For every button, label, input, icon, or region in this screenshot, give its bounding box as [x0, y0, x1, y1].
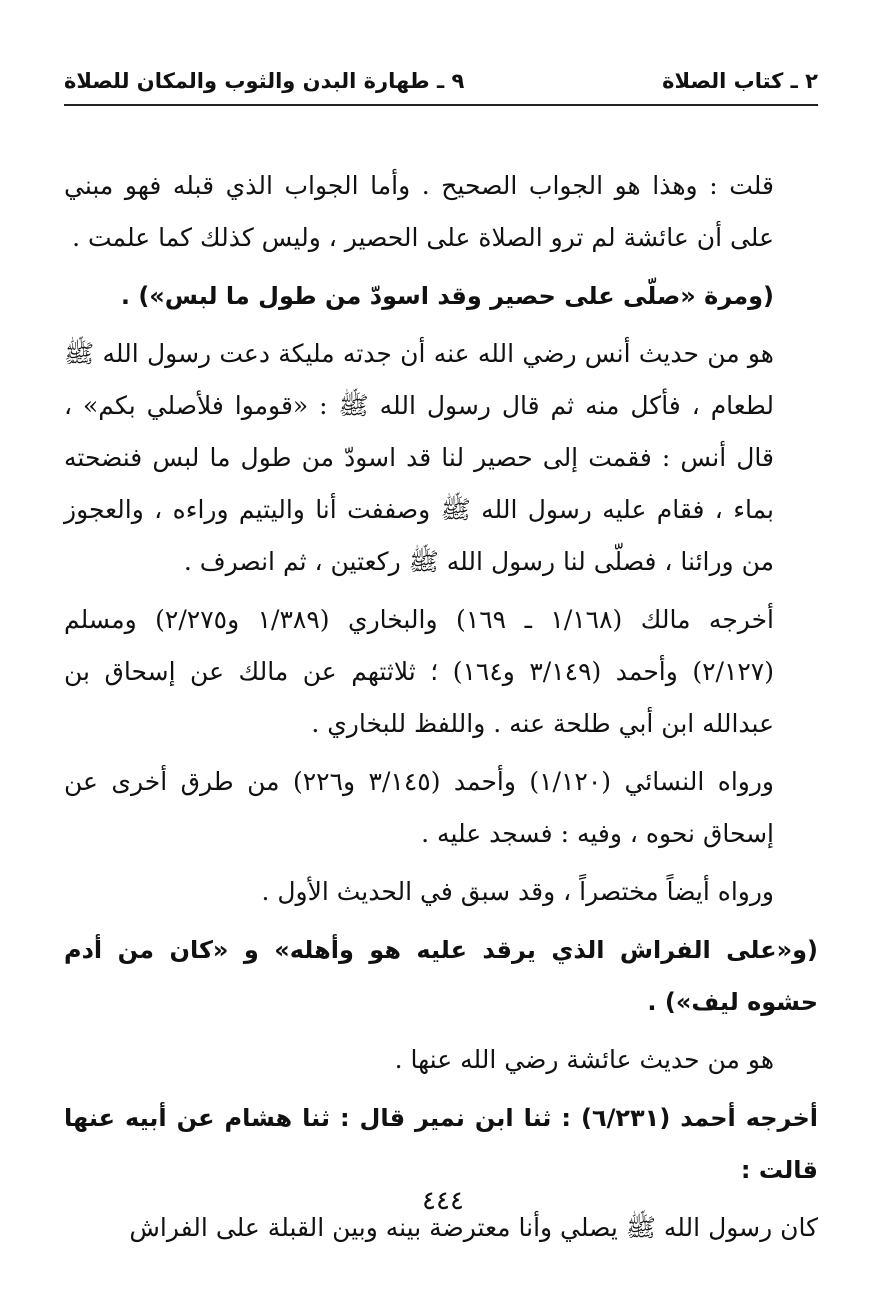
paragraph-heading: (ومرة «صلّى على حصير وقد اسودّ من طول ما لبس») . [120, 282, 774, 310]
paragraph: هو من حديث عائشة رضي الله عنها . [394, 1045, 774, 1074]
running-header [64, 58, 818, 106]
paragraph-heading: (و«على الفراش الذي يرقد عليه هو وأهله» و «كان من أدم حشوه ليف») . [64, 936, 818, 1016]
paragraph: كان رسول الله ﷺ يصلي وأنا معترضة بينه وبين القبلة على الفراش [129, 1213, 818, 1242]
paragraph: هو من حديث أنس رضي الله عنه أن جدته مليكة دعت رسول الله ﷺ لطعام ، فأكل منه ثم قال رسول الله ﷺ : «قوموا فلأصلي بكم» ، قال أنس : فقمت إلى حصير لنا قد اسودّ من طول ما لبس فنضحته بماء ، فقام عليه رسول الله ﷺ وصففت أنا واليتيم وراءه ، والعجوز من ورائنا ، فصلّى لنا رسول الله ﷺ ركعتين ، ثم انصرف . [64, 339, 774, 576]
paragraph: ورواه النسائي (١/١٢٠) وأحمد (٣/١٤٥ و٢٢٦) من طرق أخرى عن إسحاق نحوه ، وفيه : فسجد عليه . [64, 767, 774, 848]
paragraph: أخرجه أحمد (٦/٢٣١) : ثنا ابن نمير قال : ثنا هشام عن أبيه عنها قالت : [64, 1104, 818, 1184]
body-text [64, 160, 818, 1260]
page-number: ٤٤٤ [422, 1186, 464, 1216]
paragraph: أخرجه مالك (١/١٦٨ ـ ١٦٩) والبخاري (١/٣٨٩ و٢/٢٧٥) ومسلم (٢/١٢٧) وأحمد (٣/١٤٩ و١٦٤) ؛ ثلاثتهم عن مالك عن إسحاق بن عبدالله ابن أبي طلحة عنه . واللفظ للبخاري . [64, 605, 774, 738]
header-chapter-title: ٢ ـ كتاب الصلاة [662, 69, 818, 93]
paragraph: قلت : وهذا هو الجواب الصحيح . وأما الجواب الذي قبله فهو مبني على أن عائشة لم ترو الصلاة على الحصير ، وليس كذلك كما علمت . [64, 171, 774, 252]
paragraph: ورواه أيضاً مختصراً ، وقد سبق في الحديث الأول . [261, 877, 774, 906]
header-section-title: ٩ ـ طهارة البدن والثوب والمكان للصلاة [64, 69, 465, 93]
